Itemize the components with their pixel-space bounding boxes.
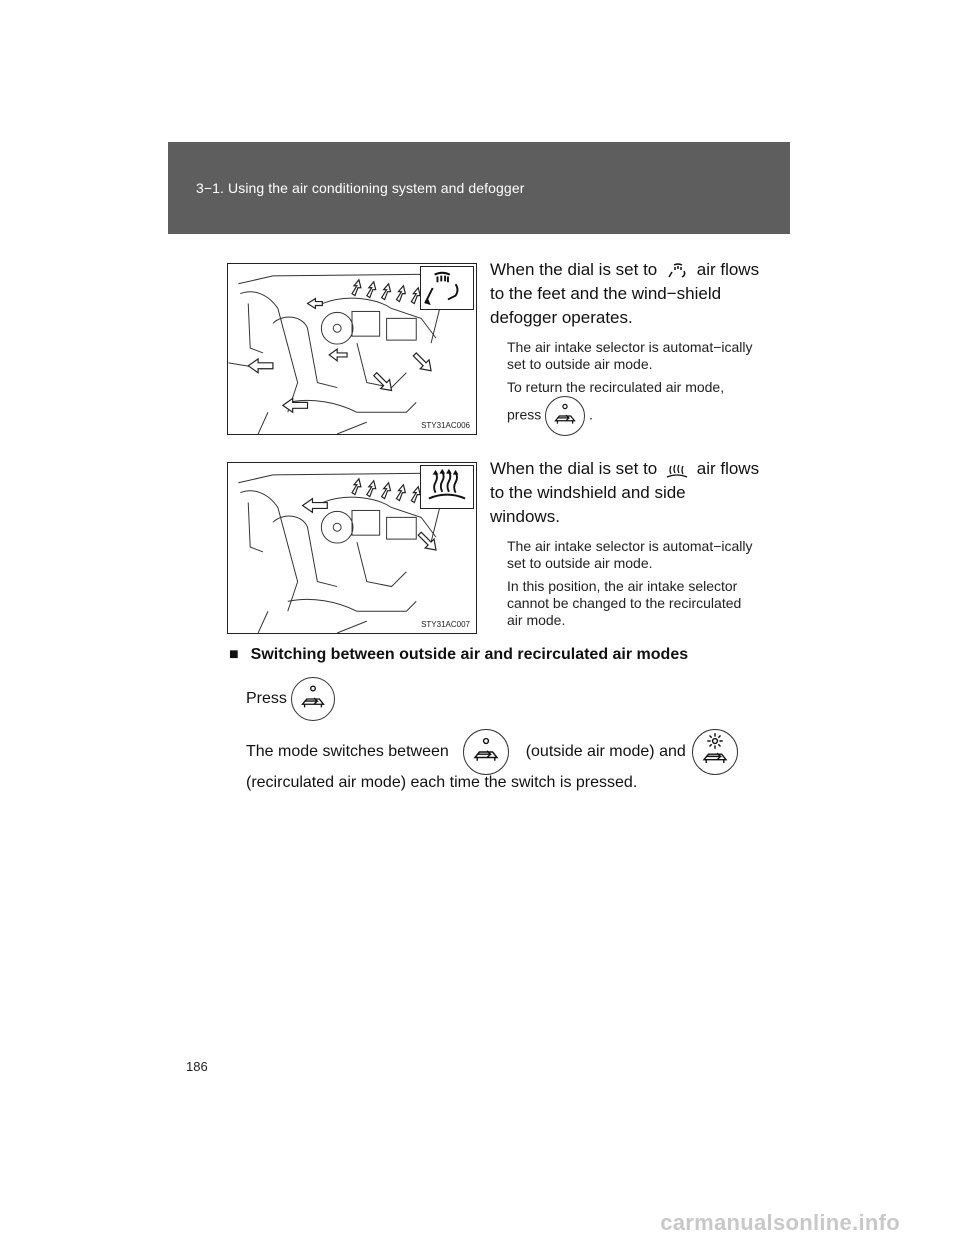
switching-heading: ■ Switching between outside air and recirculated air modes — [229, 646, 689, 663]
windshield-defog-icon — [421, 466, 473, 508]
feet-defog-note-2: To return the recirculated air mode, press . — [507, 379, 760, 436]
outside-air-mode-icon — [463, 729, 509, 775]
section-header — [168, 142, 790, 234]
windshield-defog-description — [490, 457, 760, 629]
section-title: 3−1. Using the air conditioning system and defogger — [196, 180, 525, 196]
page-number: 186 — [186, 1059, 208, 1074]
watermark: carmanualsonline.info — [660, 1210, 900, 1235]
windshield-defog-mode-icon — [420, 465, 474, 509]
recirculated-air-mode-icon — [692, 729, 738, 775]
air-intake-button-icon[interactable] — [545, 396, 585, 436]
feet-defog-description — [490, 258, 760, 436]
recirculated-mode-description: (recirculated air mode) each time the switch is pressed. — [246, 774, 638, 791]
mode-switch-description: The mode switches between (outside air mode) and — [246, 729, 738, 775]
feet-defog-mode-icon — [420, 266, 474, 310]
press-instruction: Press — [246, 677, 335, 721]
windshield-defog-note-2: In this position, the air intake selector cannot be changed to the recirculated air mode. — [507, 578, 742, 628]
figure-code: STY31AC006 — [421, 421, 470, 430]
feet-defog-icon — [421, 267, 473, 309]
windshield-defog-lead: When the dial is set to air flows to the windshield and side windows. — [490, 459, 760, 526]
figure-feet-defog — [227, 263, 477, 435]
figure-code: STY31AC007 — [421, 620, 470, 629]
windshield-defog-icon — [662, 460, 692, 480]
feet-defog-lead: When the dial is set to air flows to the feet and the wind−shield defogger operates. — [490, 260, 760, 327]
air-intake-button-icon[interactable] — [291, 677, 335, 721]
figure-windshield-defog — [227, 462, 477, 634]
feet-defog-note-1: The air intake selector is automat−ically set to outside air mode. — [507, 339, 753, 372]
feet-defog-icon — [662, 261, 692, 281]
windshield-defog-note-1: The air intake selector is automat−ically set to outside air mode. — [507, 538, 753, 571]
